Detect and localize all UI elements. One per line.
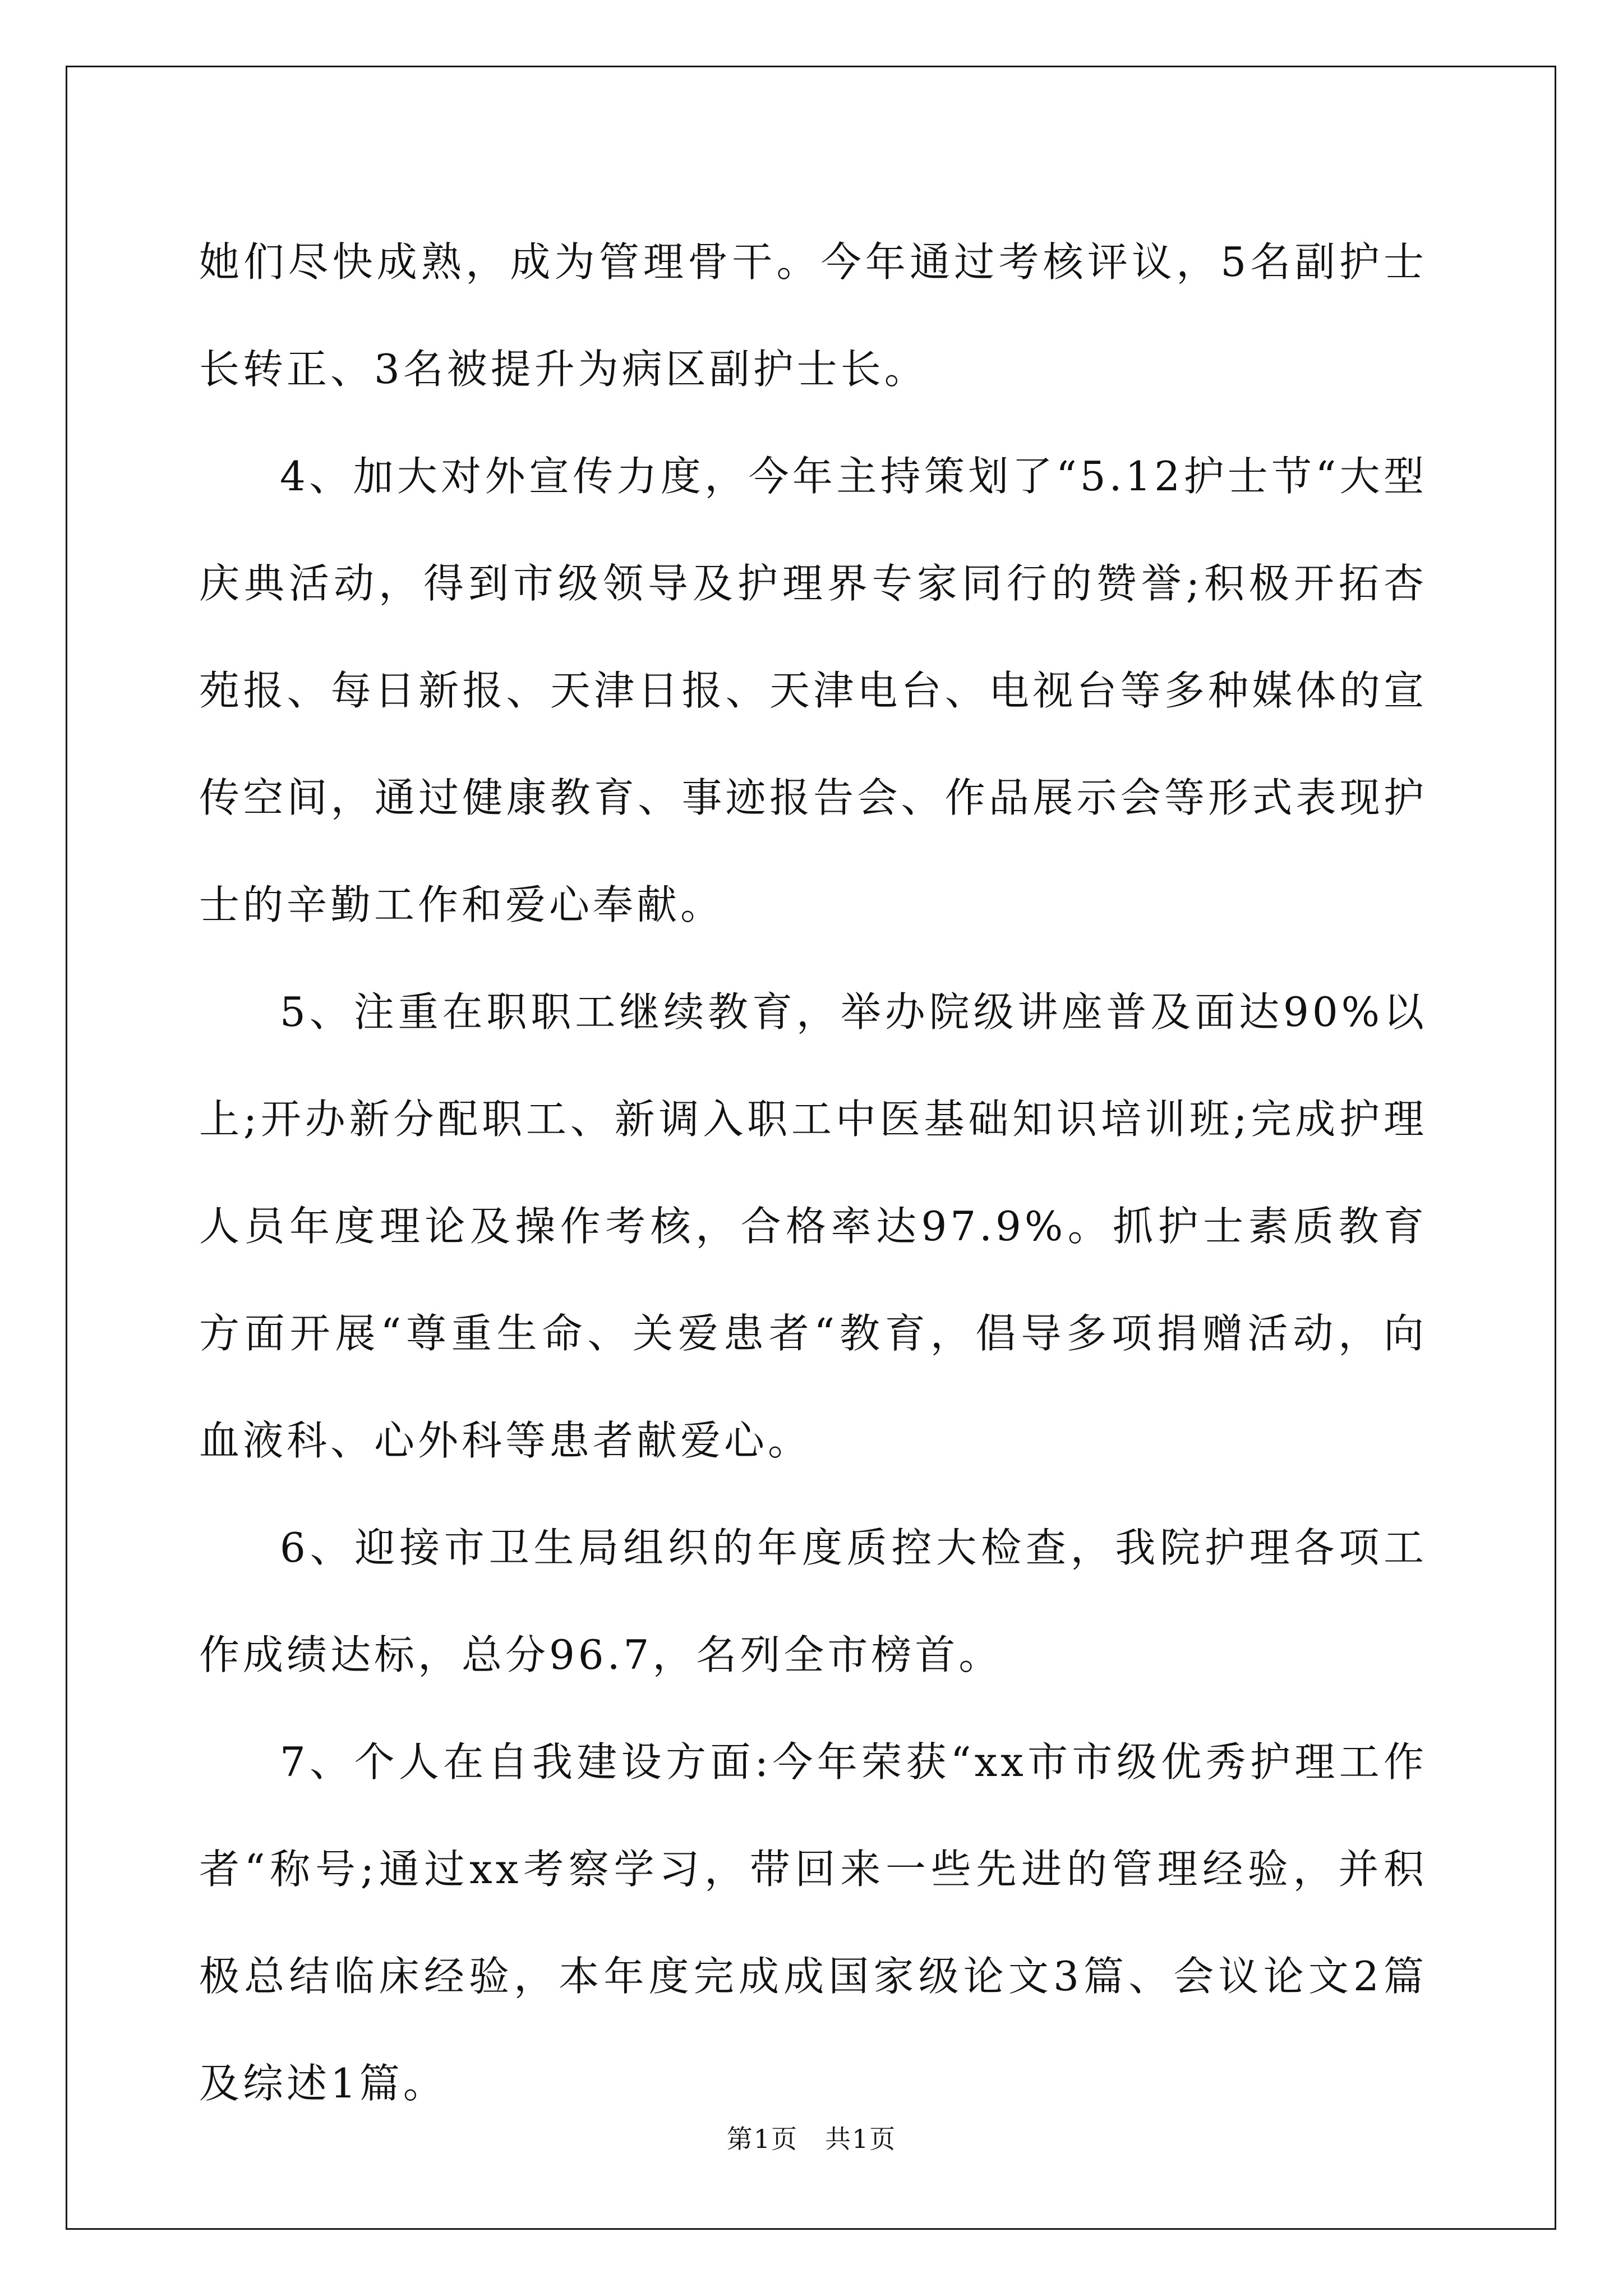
document-body (199, 209, 1427, 2137)
paragraph-continuation: 她们尽快成熟，成为管理骨干。今年通过考核评议，5名副护士长转正、3名被提升为病区副护士长。 (199, 238, 1427, 393)
paragraph-item-6: 6、迎接市卫生局组织的年度质控大检查，我院护理各项工作成绩达标，总分96.7，名列全市榜首。 (199, 1524, 1427, 1678)
paragraph-item-4: 4、加大对外宣传力度，今年主持策划了“5.12护士节“大型庆典活动，得到市级领导及护理界专家同行的赞誉;积极开拓杏苑报、每日新报、天津日报、天津电台、电视台等多种媒体的宣传空间，通过健康教育、事迹报告会、作品展示会等形式表现护士的辛勤工作和爱心奉献。 (199, 453, 1427, 928)
page-number-footer: 第1页 共1页 (726, 2124, 897, 2154)
paragraph-item-7: 7、个人在自我建设方面:今年荣获“xx市市级优秀护理工作者“称号;通过xx考察学习，带回来一些先进的管理经验，并积极总结临床经验，本年度完成成国家级论文3篇、会议论文2篇及综述1篇。 (199, 1738, 1427, 2107)
paragraph-item-5: 5、注重在职职工继续教育，举办院级讲座普及面达90%以上;开办新分配职工、新调入职工中医基础知识培训班;完成护理人员年度理论及操作考核，合格率达97.9%。抓护士素质教育方面开展“尊重生命、关爱患者“教育，倡导多项捐赠活动，向血液科、心外科等患者献爱心。 (199, 988, 1427, 1464)
